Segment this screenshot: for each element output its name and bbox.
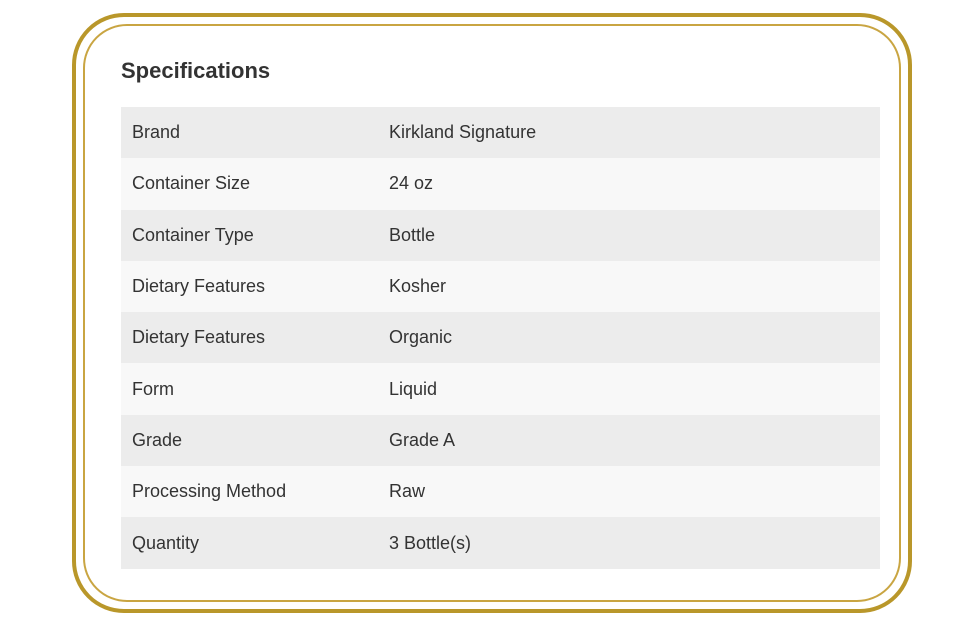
spec-label: Brand	[132, 122, 181, 143]
spec-label: Processing Method	[132, 481, 287, 502]
table-row	[121, 261, 880, 312]
table-row	[121, 312, 880, 363]
spec-label: Quantity	[132, 532, 200, 553]
spec-label: Dietary Features	[132, 327, 266, 348]
table-row	[121, 517, 880, 568]
table-row	[121, 158, 880, 209]
specifications-table	[121, 107, 880, 569]
spec-value: Bottle	[389, 224, 436, 245]
table-row	[121, 415, 880, 466]
spec-label: Container Type	[132, 224, 254, 245]
specifications-title: Specifications	[121, 58, 271, 83]
table-row	[121, 466, 880, 517]
spec-value: Grade A	[389, 429, 456, 450]
spec-label: Form	[132, 378, 174, 399]
table-row	[121, 107, 880, 158]
spec-label: Container Size	[132, 173, 251, 194]
spec-value: 24 oz	[389, 173, 434, 194]
spec-value: Kirkland Signature	[389, 122, 537, 143]
spec-label: Grade	[132, 429, 183, 450]
spec-value: 3 Bottle(s)	[389, 532, 472, 553]
table-row	[121, 210, 880, 261]
spec-value: Liquid	[389, 378, 438, 399]
spec-value: Kosher	[389, 276, 447, 297]
spec-value: Raw	[389, 481, 426, 502]
spec-label: Dietary Features	[132, 276, 266, 297]
spec-value: Organic	[389, 327, 453, 348]
table-row	[121, 363, 880, 414]
